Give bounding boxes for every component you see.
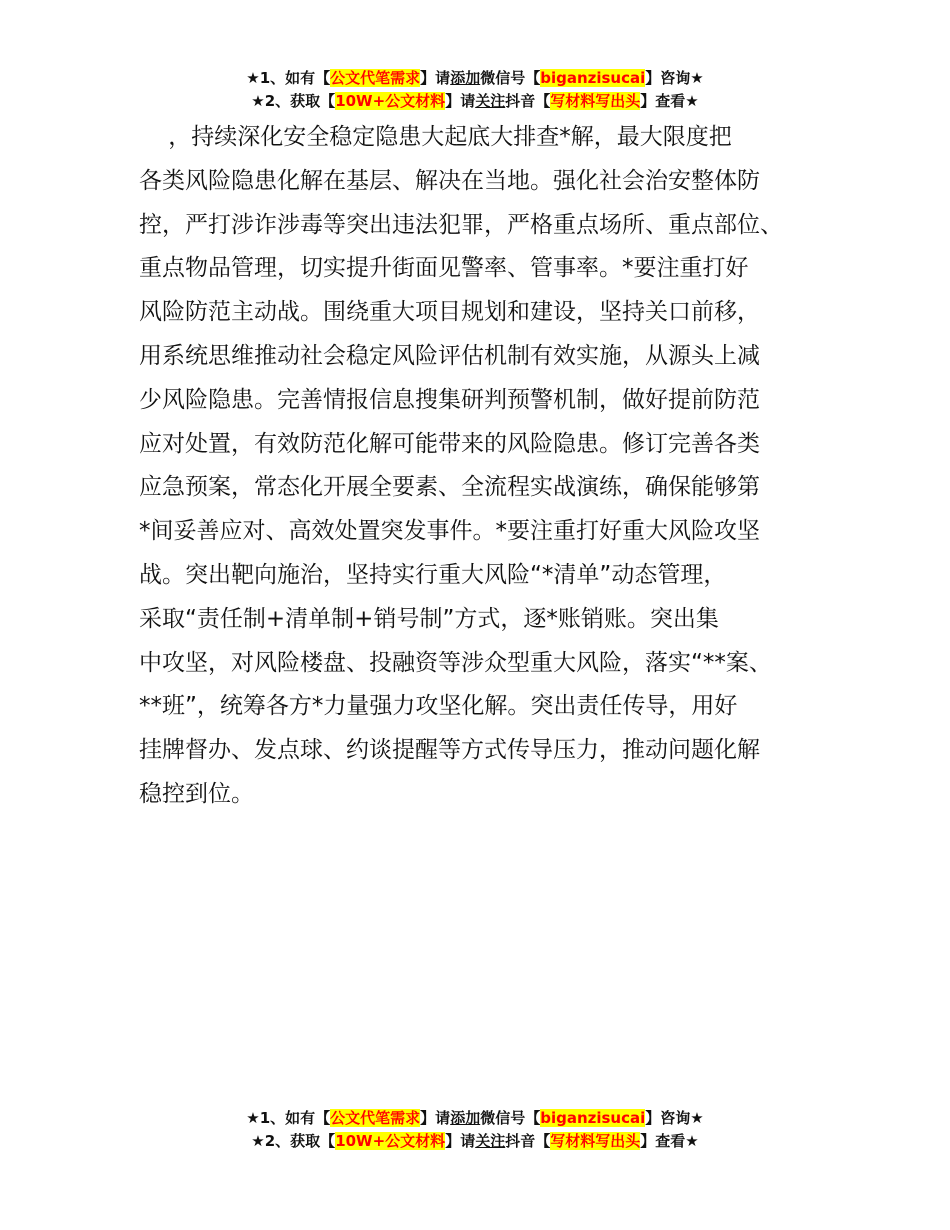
body-line: 各类风险隐患化解在基层、解决在当地。强化社会治安整体防 xyxy=(139,167,760,194)
banner-line-2 xyxy=(0,1130,950,1153)
banner-highlight-service: 公文代笔需求 xyxy=(330,69,421,87)
banner-highlight-account: 写材料写出头 xyxy=(550,92,641,110)
banner-text: ★2、获取【 xyxy=(251,1132,336,1150)
body-line: **班”，统筹各方*力量强力攻坚化解。突出责任传导，用好 xyxy=(139,693,738,720)
body-line: 挂牌督办、发点球、约谈提醒等方式传导压力，推动问题化解 xyxy=(139,737,760,764)
banner-highlight-service: 公文代笔需求 xyxy=(330,1109,421,1127)
footer-banner xyxy=(0,1107,950,1153)
body-line: 应急预案，常态化开展全要素、全流程实战演练，确保能够第 xyxy=(139,474,760,501)
body-line: 稳控到位。 xyxy=(139,780,254,807)
body-line: ，持续深化安全稳定隐患大起底大排查*解，最大限度把 xyxy=(139,124,732,150)
body-line: 中攻坚，对风险楼盘、投融资等涉众型重大风险，落实“**案、 xyxy=(139,649,772,676)
body-line: 用系统思维推动社会稳定风险评估机制有效实施，从源头上减 xyxy=(139,342,760,369)
banner-text: ★1、如有【 xyxy=(246,1109,331,1127)
banner-highlight-wechat-id: biganzisucai xyxy=(540,69,646,87)
banner-text: 微信号【 xyxy=(480,69,541,87)
banner-text: ★1、如有【 xyxy=(246,69,331,87)
document-body xyxy=(139,116,824,817)
banner-line-2 xyxy=(0,90,950,113)
body-line: *间妥善应对、高效处置突发事件。*要注重打好重大风险攻坚 xyxy=(139,518,760,545)
banner-highlight-materials: 10W+公文材料 xyxy=(335,92,446,110)
banner-text: 】查看★ xyxy=(640,92,699,110)
banner-text: 抖音【 xyxy=(505,1132,551,1150)
banner-underlined-word: 关注 xyxy=(475,1132,506,1150)
banner-text: ★2、获取【 xyxy=(251,92,336,110)
banner-text: 】咨询★ xyxy=(645,1109,704,1127)
banner-text: 】查看★ xyxy=(640,1132,699,1150)
banner-underlined-word: 关注 xyxy=(475,92,506,110)
banner-text: 】请 xyxy=(445,1132,476,1150)
banner-text: 】请 xyxy=(445,92,476,110)
body-line: 重点物品管理，切实提升街面见警率、管事率。*要注重打好 xyxy=(139,255,749,282)
body-line: 应对处置，有效防范化解可能带来的风险隐患。修订完善各类 xyxy=(139,430,760,457)
banner-underlined-word: 添加 xyxy=(450,1109,481,1127)
banner-highlight-materials: 10W+公文材料 xyxy=(335,1132,446,1150)
banner-text: 抖音【 xyxy=(505,92,551,110)
body-line: 少风险隐患。完善情报信息搜集研判预警机制，做好提前防范 xyxy=(139,386,760,413)
banner-highlight-wechat-id: biganzisucai xyxy=(540,1109,646,1127)
banner-text: 微信号【 xyxy=(480,1109,541,1127)
banner-underlined-word: 添加 xyxy=(450,69,481,87)
body-line: 控，严打涉诈涉毒等突出违法犯罪，严格重点场所、重点部位、 xyxy=(139,211,783,238)
banner-highlight-account: 写材料写出头 xyxy=(550,1132,641,1150)
banner-line-1 xyxy=(0,67,950,90)
body-line: 风险防范主动战。围绕重大项目规划和建设，坚持关口前移， xyxy=(139,299,760,326)
body-line: 战。突出靶向施治，坚持实行重大风险“*清单”动态管理， xyxy=(139,561,727,588)
banner-text: 】请 xyxy=(420,69,451,87)
header-banner xyxy=(0,67,950,113)
body-line: 采取“责任制+清单制+销号制”方式，逐*账销账。突出集 xyxy=(139,605,719,632)
banner-line-1 xyxy=(0,1107,950,1130)
banner-text: 】咨询★ xyxy=(645,69,704,87)
banner-text: 】请 xyxy=(420,1109,451,1127)
